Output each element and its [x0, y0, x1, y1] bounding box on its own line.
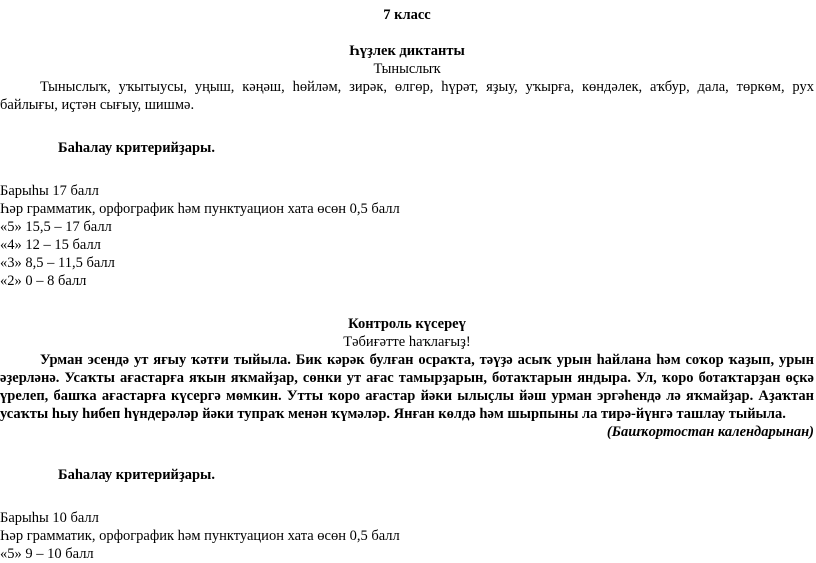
dictation-subheading: Тыныслыҡ [373, 61, 441, 77]
criteria-item: «2» 0 – 8 балл [0, 273, 87, 289]
criteria-item: «5» 9 – 10 балл [0, 546, 94, 562]
criteria-list-2 [0, 509, 814, 563]
criteria-item: Барыһы 10 балл [0, 510, 99, 526]
copy-subheading: Тәбиғәтте һаҡлағыҙ! [343, 334, 471, 350]
criteria-item: «4» 12 – 15 балл [0, 237, 101, 253]
grade-title: 7 класс [383, 7, 431, 23]
criteria-item: Һәр грамматик, орфографик һәм пунктуацион хата өсөн 0,5 балл [0, 201, 400, 217]
criteria-item: «3» 8,5 – 11,5 балл [0, 255, 115, 271]
copy-source: (Башҡортостан календарынан) [606, 424, 814, 440]
criteria-item: Һәр грамматик, орфографик һәм пунктуацион хата өсөн 0,5 балл [0, 528, 400, 544]
criteria-item: «5» 15,5 – 17 балл [0, 219, 112, 235]
dictation-heading: Һүҙлек диктанты [349, 43, 465, 59]
criteria-heading-1: Баһалау критерийҙары. [58, 140, 215, 156]
criteria-heading-2: Баһалау критерийҙары. [58, 467, 215, 483]
copy-text: Урман эсендә ут яғыу ҡәтғи тыйыла. Бик кәрәк булған осраҡта, тәүҙә асыҡ урын һайлана һәм соҡор ҡаҙып, урын әҙерләнә. Усаҡты ағастарға яҡын яҡмайҙар, сөнки ут ағас тамырҙарын, ботаҡтарын яндыра. Ул, ҡоро ботаҡтарҙан өҫкә үрелеп, башҡа ағастарға күсергә мөмкин. Утты ҡоро ағастар йәки ылыҫлы йәш урман эргәһендә лә яҡмайҙар. Аҙаҡтан усаҡты һыу һибеп һүндерәләр йәки тупраҡ менән ҡүмәләр. Янған көлдә һәм шырпыны ла тирә-йүнгә ташлау тыйыла. [0, 352, 814, 422]
copy-heading: Контроль күсереү [348, 316, 466, 332]
criteria-item: Барыһы 17 балл [0, 183, 99, 199]
dictation-text: Тыныслыҡ, уҡытыусы, уңыш, кәңәш, һөйләм, зирәк, өлгөр, һүрәт, яҙыу, уҡырға, көндәлек, аҡбур, дала, төркөм, рух байлығы, иҫтән сығыу, шишмә. [0, 79, 814, 113]
criteria-list-1 [0, 182, 814, 290]
